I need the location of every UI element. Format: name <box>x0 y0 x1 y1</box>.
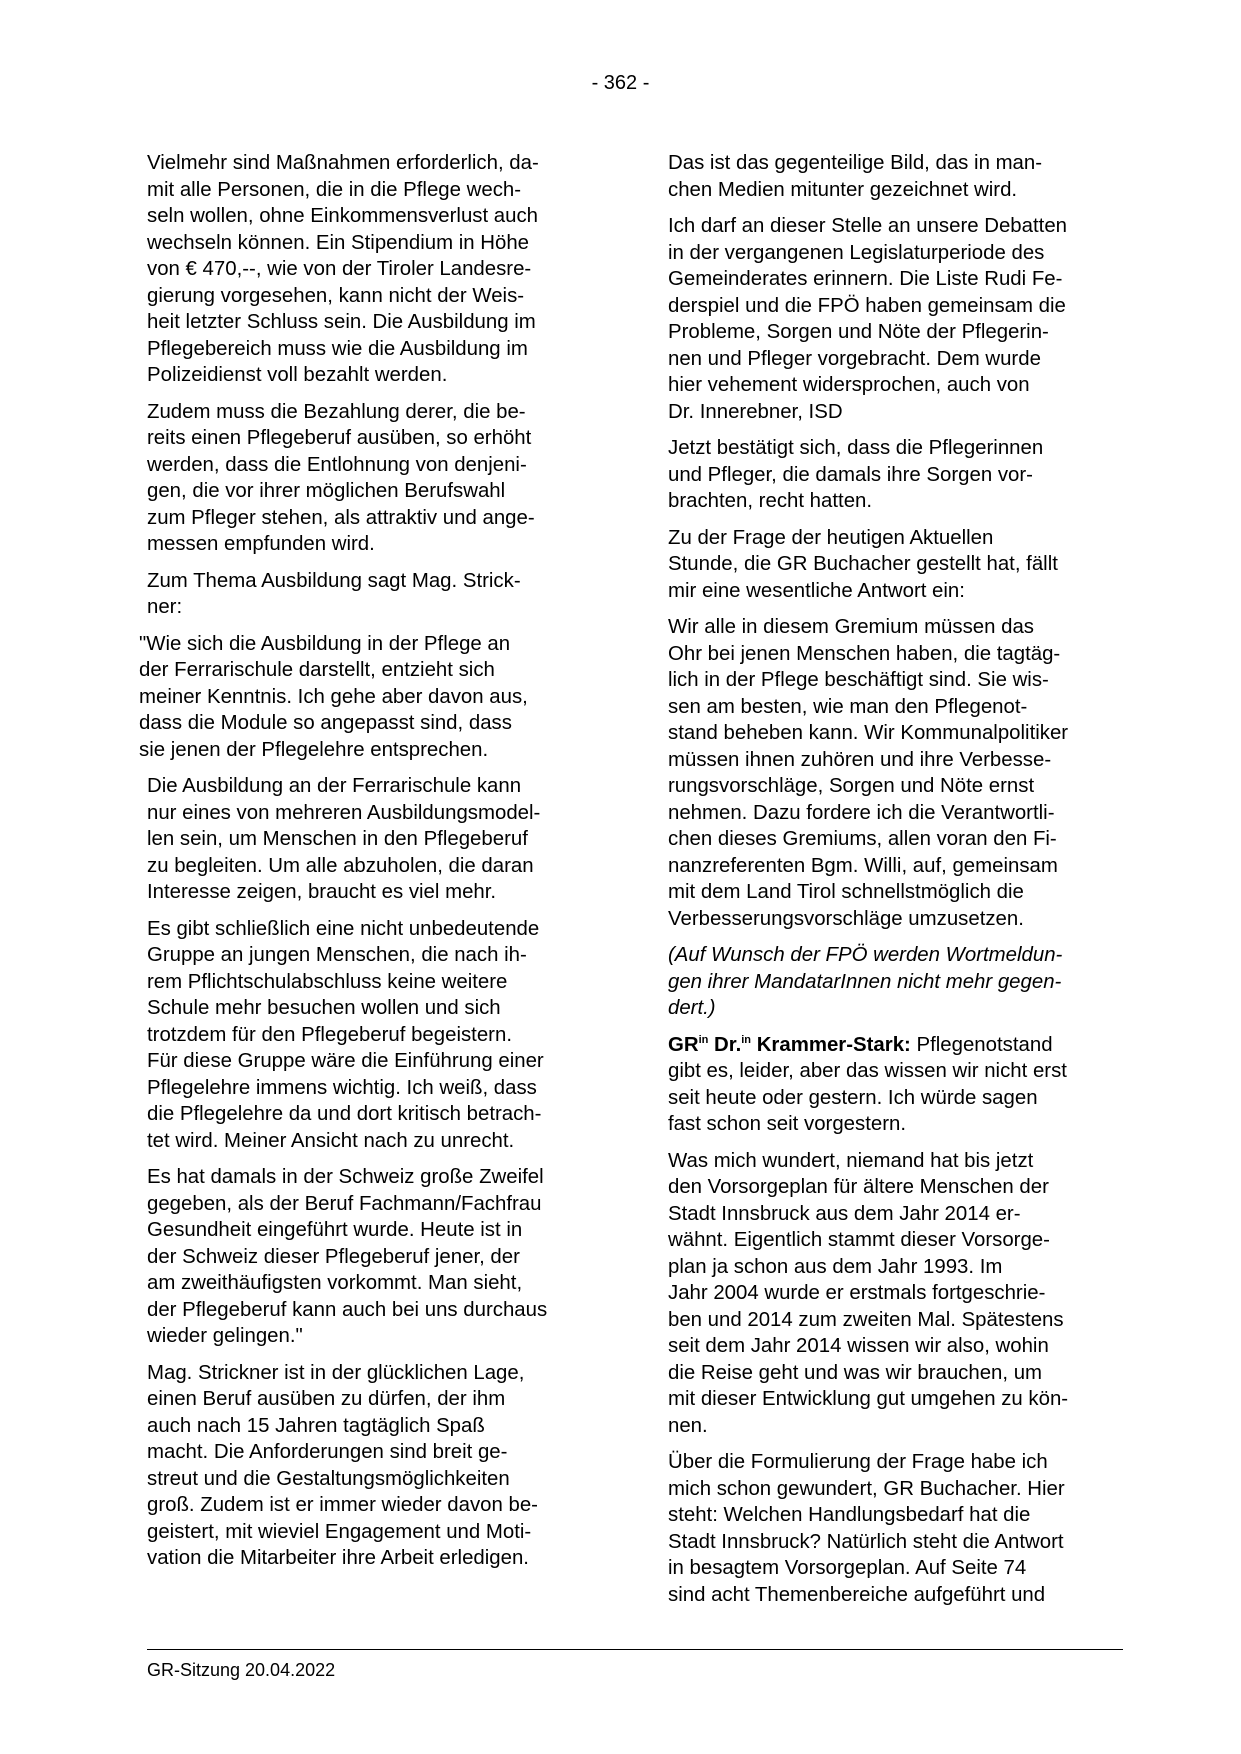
paragraph: Zum Thema Ausbildung sagt Mag. Strick- ner: <box>147 569 521 618</box>
right-column <box>668 150 1133 1618</box>
paragraph: Wir alle in diesem Gremium müssen das Ohr bei jenen Menschen haben, die tagtäg- lich in der Pflege beschäftigt sind. Sie wis- sen am besten, wie man den Pflegenot- stand beheben kann. Wir Kommunalpolitiker müssen ihnen zuhören und ihre Verbesse- rungsvorschläge, Sorgen und Nöte ernst nehmen. Dazu fordere ich die Verantwortli- chen dieses Gremiums, allen voran den Fi- nanzreferenten Bgm. Willi, auf, gemeinsam mit dem Land Tirol schnellstmöglich die Verbesserungsvorschläge umzusetzen. <box>668 616 1069 930</box>
quote-paragraph: Die Ausbildung an der Ferrarischule kann nur eines von mehreren Ausbildungsmodel- len sein, um Menschen in den Pflegeberuf zu begleiten. Um alle abzuholen, die daran Interesse zeigen, braucht es viel mehr. <box>147 775 541 903</box>
speaker-text: Pflegenotstand gibt es, leider, aber das wissen wir nicht erst seit heute oder gestern. Ich würde sagen fast schon seit vorgestern. <box>668 1033 1067 1135</box>
paragraph: Was mich wundert, niemand hat bis jetzt den Vorsorgeplan für ältere Menschen der Stadt Innsbruck aus dem Jahr 2014 er- wähnt. Eigentlich stammt dieser Vorsorge- plan ja schon aus dem Jahr 1993. Im Jahr 2004 wurde er erstmals fortgeschrie- ben und 2014 zum zweiten Mal. Spätestens seit dem Jahr 2014 wissen wir also, wohin die Reise geht und was wir brauchen, um mit dieser Entwicklung gut umgehen zu kön- nen. <box>668 1149 1069 1437</box>
speaker-title-dr-sup: in <box>741 1033 752 1046</box>
paragraph: Zudem muss die Bezahlung derer, die be- reits einen Pflegeberuf ausüben, so erhöht werden, dass die Entlohnung von denjeni- gen, die vor ihrer möglichen Berufswahl zum Pfleger stehen, als attraktiv und ange- messen empfunden wird. <box>147 400 535 555</box>
speaker-paragraph <box>668 1032 1133 1138</box>
left-column <box>139 150 602 1582</box>
paragraph: Über die Formulierung der Frage habe ich mich schon gewundert, GR Buchacher. Hier steht: Welchen Handlungsbedarf hat die Stadt Innsbruck? Natürlich steht die Antwort in besagtem Vorsorgeplan. Auf Seite 74 sind acht Themenbereiche aufgeführt und <box>668 1451 1065 1606</box>
speaker-title-dr: Dr. <box>708 1033 742 1056</box>
speaker-surname: Krammer-Stark: <box>751 1033 911 1056</box>
speaker-title-gr-sup: in <box>698 1033 709 1046</box>
paragraph: Mag. Strickner ist in der glücklichen Lage, einen Beruf ausüben zu dürfen, der ihm auch nach 15 Jahren tagtäglich Spaß macht. Die Anforderungen sind breit ge- streut und die Gestaltungsmöglichkeiten groß. Zudem ist er immer wieder davon be- geistert, mit wieviel Engagement und Moti- vation die Mitarbeiter ihre Arbeit erledigen. <box>147 1361 538 1569</box>
editorial-note: (Auf Wunsch der FPÖ werden Wortmeldun- gen ihrer MandatarInnen nicht mehr gegen- dert.) <box>668 944 1063 1019</box>
page-number: - 362 - <box>591 72 650 94</box>
footer-session-date: GR-Sitzung 20.04.2022 <box>147 1660 336 1680</box>
quote-paragraph: Es gibt schließlich eine nicht unbedeutende Gruppe an jungen Menschen, die nach ih- rem Pflichtschulabschluss keine weitere Schule mehr besuchen wollen und sich trotzdem für den Pflegeberuf begeistern. Für diese Gruppe wäre die Einführung einer Pflegelehre immens wichtig. Ich weiß, dass die Pflegelehre da und dort kritisch betrach- tet wird. Meiner Ansicht nach zu unrecht. <box>147 917 544 1152</box>
paragraph: Vielmehr sind Maßnahmen erforderlich, da- mit alle Personen, die in die Pflege wech- seln wollen, ohne Einkommensverlust auch wechseln können. Ein Stipendium in Höhe von € 470,--, wie von der Tiroler Landesre- gierung vorgesehen, kann nicht der Weis- heit letzter Schluss sein. Die Ausbildung im Pflegebereich muss wie die Ausbildung im Polizeidienst voll bezahlt werden. <box>147 152 539 386</box>
footer-divider <box>147 1649 1123 1650</box>
paragraph: Zu der Frage der heutigen Aktuellen Stunde, die GR Buchacher gestellt hat, fällt mir eine wesentliche Antwort ein: <box>668 526 1058 602</box>
quote-paragraph: Es hat damals in der Schweiz große Zweifel gegeben, als der Beruf Fachmann/Fachfrau Gesundheit eingeführt wurde. Heute ist in der Schweiz dieser Pflegeberuf jener, der am zweithäufigsten vorkommt. Man sieht, der Pflegeberuf kann auch bei uns durchaus wieder gelingen." <box>147 1166 548 1347</box>
paragraph: Das ist das gegenteilige Bild, das in man- chen Medien mitunter gezeichnet wird. <box>668 152 1043 201</box>
paragraph: Jetzt bestätigt sich, dass die Pflegerinnen und Pfleger, die damals ihre Sorgen vor- brachten, recht hatten. <box>668 437 1044 512</box>
quote-paragraph: "Wie sich die Ausbildung in der Pflege an der Ferrarischule darstellt, entzieht sich meiner Kenntnis. Ich gehe aber davon aus, dass die Module so angepasst sind, dass sie jenen der Pflegelehre entsprechen. <box>139 632 528 761</box>
speaker-title-gr: GR <box>668 1033 699 1056</box>
paragraph: Ich darf an dieser Stelle an unsere Debatten in der vergangenen Legislaturperiode des Gemeinderates erinnern. Die Liste Rudi Fe- derspiel und die FPÖ haben gemeinsam die Probleme, Sorgen und Nöte der Pflegerin- nen und Pfleger vorgebracht. Dem wurde hier vehement widersprochen, auch von Dr. Innerebner, ISD <box>668 215 1068 423</box>
speaker-name <box>668 1034 911 1056</box>
